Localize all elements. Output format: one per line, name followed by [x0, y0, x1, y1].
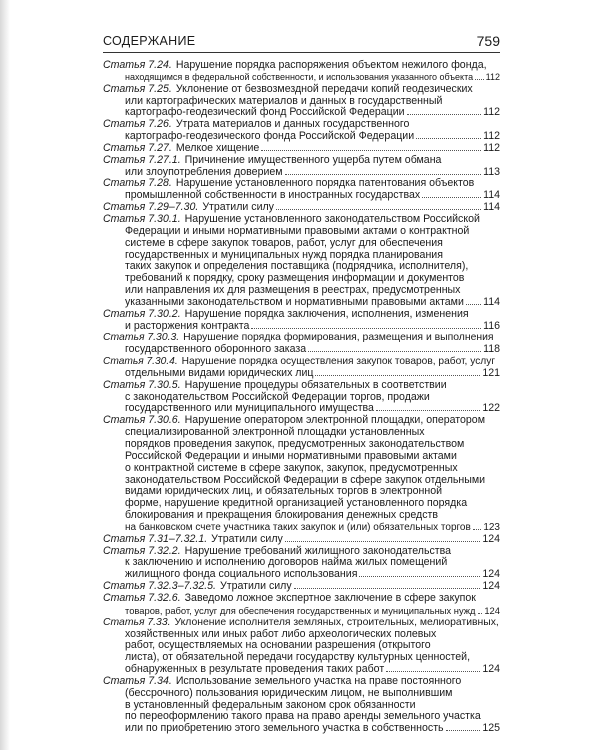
entry-title-text: системе в сфере закупок товаров, работ, услуг для обеспечения — [125, 236, 443, 249]
entry-page-number: 114 — [483, 201, 500, 214]
toc-entry-line — [103, 238, 500, 250]
header-title: СОДЕРЖАНИЕ — [103, 34, 196, 48]
entry-title-text: Утратили силу — [211, 532, 283, 545]
entry-page-number: 122 — [482, 402, 500, 415]
entry-title-text: о контрактной системе в сфере закупок, закупок, предусмотренных — [125, 461, 458, 474]
dot-leader — [416, 138, 481, 139]
toc-entry-line — [103, 688, 500, 700]
dot-leader — [294, 588, 481, 589]
dot-leader — [475, 79, 484, 80]
entry-page-number: 116 — [483, 319, 500, 332]
toc-entry-line — [103, 593, 500, 605]
page-edge-shadow — [0, 0, 10, 750]
toc-entry-line — [103, 368, 500, 380]
toc-entry[interactable] — [103, 593, 500, 617]
entry-page-number: 124 — [482, 580, 500, 593]
toc-entry[interactable] — [103, 155, 500, 179]
entry-page-number: 112 — [483, 106, 500, 119]
article-number: Статья 7.31–7.32.1. — [103, 532, 208, 545]
dot-leader — [285, 174, 482, 175]
entry-title-text: Использование земельного участка на праве постоянного — [175, 674, 462, 687]
entry-page-number: 118 — [483, 343, 500, 356]
entry-title-text: указанными законодательством и нормативными правовыми актами — [125, 295, 464, 308]
entry-title-text: государственного оборонного заказа — [125, 343, 307, 356]
entry-title-text: работ, осуществляемых на основании разрешения (открытого — [125, 639, 431, 652]
entry-title-text: таких закупок и определения поставщика (подрядчика, исполнителя), — [125, 260, 469, 273]
entry-title-text: Нарушение порядка формирования, размещения и выполнения — [183, 332, 494, 344]
dot-leader — [422, 197, 481, 198]
toc-entry-line — [103, 380, 500, 392]
entry-title-text: Российской Федерации и иными нормативными правовыми актами — [125, 449, 457, 462]
entry-title-text: (бессрочного) пользования юридическим лицом, не выполнившим — [125, 686, 453, 699]
toc-entry[interactable] — [103, 380, 500, 416]
toc-entry[interactable] — [103, 617, 500, 676]
entry-page-number: 114 — [483, 295, 500, 308]
entry-title-text: находящимся в федеральной собственности, и использования указанного объекта — [125, 71, 474, 82]
entry-title-text: Мелкое хищение — [175, 141, 260, 154]
article-number: Статья 7.28. — [103, 177, 172, 190]
article-number: Статья 7.33. — [103, 616, 171, 628]
dot-leader — [478, 613, 483, 614]
entry-title-text: Нарушение порядка заключения, исполнения, изменения — [184, 307, 469, 320]
toc-entry-line — [103, 143, 500, 155]
entry-title-text: Нарушение оператором электронной площадки, оператором — [184, 414, 485, 427]
toc-entry[interactable] — [103, 546, 500, 582]
entry-title-text: в установленный федеральным законом срок обязанности — [125, 698, 416, 711]
article-number: Статья 7.30.3. — [103, 332, 180, 344]
entry-page-number: 124 — [482, 663, 500, 676]
article-number: Статья 7.30.1. — [103, 212, 181, 225]
toc-entry[interactable] — [103, 534, 500, 546]
toc-entry-line — [103, 321, 500, 333]
entry-title-text: обнаруженных в результате проведения таких работ — [125, 663, 385, 676]
entry-title-text: Утратили силу — [202, 201, 274, 214]
entry-title-text: Нарушение процедуры обязательных в соответствии — [184, 378, 447, 391]
article-number: Статья 7.32.2. — [103, 544, 181, 557]
page-number: 759 — [476, 33, 500, 49]
article-number: Статья 7.30.5. — [103, 378, 181, 391]
dot-leader — [473, 529, 482, 530]
article-number: Статья 7.27. — [103, 141, 172, 154]
dot-leader — [308, 351, 481, 352]
entry-title-text: порядков проведения закупок, предусмотренных законодательством — [125, 438, 465, 450]
entry-page-number: 112 — [483, 130, 500, 143]
toc-entry-line — [103, 297, 500, 309]
toc-entry-line — [103, 534, 500, 546]
dot-leader — [261, 150, 481, 151]
toc-entry[interactable] — [103, 309, 500, 333]
entry-title-text: или картографических материалов и данных в государственный — [125, 94, 443, 107]
toc-entry-line — [103, 522, 500, 534]
entry-title-text: государственных и муниципальных нужд порядка планирования — [125, 248, 443, 261]
table-of-contents — [103, 60, 500, 735]
dot-leader — [359, 576, 480, 577]
entry-title-text: на банковском счете участника таких закупок и (или) обязательных торгов — [125, 521, 471, 533]
entry-title-text: промышленной собственности в иностранных государствах — [125, 189, 421, 202]
entry-title-text: блокирования и прекращения блокирования денежных средств — [125, 509, 438, 522]
dot-leader — [376, 410, 480, 411]
entry-title-text: картографо-геодезического фонда Российской Федерации — [125, 130, 415, 143]
entry-page-number: 114 — [483, 189, 500, 202]
dot-leader — [407, 114, 482, 115]
article-number: Статья 7.25. — [103, 82, 172, 95]
entry-title-text: специализированной электронной площадки установленных — [125, 426, 425, 439]
article-number: Статья 7.32.3–7.32.5. — [103, 580, 216, 593]
toc-entry-line — [103, 617, 500, 629]
toc-entry-line — [103, 676, 500, 688]
entry-title-text: по переоформлению такого права на право аренды земельного участка — [125, 710, 481, 723]
entry-title-text: Нарушение установленного порядка патентования объектов — [175, 177, 475, 190]
entry-page-number: 112 — [485, 71, 500, 82]
entry-title-text: к заключению и исполнению договоров найма жилых помещений — [125, 556, 448, 569]
entry-page-number: 125 — [482, 722, 500, 735]
entry-title-text: Нарушение порядка осуществления закупок товаров, работ, услуг — [181, 356, 496, 368]
dot-leader — [251, 328, 481, 329]
toc-entry-line — [103, 60, 500, 72]
article-number: Статья 7.29–7.30. — [103, 201, 199, 214]
toc-entry-line — [103, 344, 500, 356]
entry-title-text: картографо-геодезический фонд Российской Федерации — [125, 106, 405, 119]
entry-title-text: Нарушение установленного законодательством Российской — [184, 212, 480, 225]
entry-title-text: жилищного фонда социального использования — [125, 568, 358, 581]
entry-title-text: хозяйственных или иных работ либо археологических полевых — [125, 627, 437, 640]
entry-page-number: 124 — [482, 532, 500, 545]
entry-title-text: товаров, работ, услуг для обеспечения государственных и муниципальных нужд — [125, 604, 476, 616]
toc-entry-line — [103, 510, 500, 522]
toc-entry-line — [103, 463, 500, 475]
toc-entry[interactable] — [103, 332, 500, 356]
entry-title-text: форме, нарушение кредитной организацией установленного порядка — [125, 497, 468, 510]
toc-entry[interactable] — [103, 84, 500, 120]
toc-entry[interactable] — [103, 119, 500, 143]
article-number: Статья 7.34. — [103, 674, 172, 687]
toc-entry[interactable] — [103, 214, 500, 309]
entry-title-text: листа), от обязательной передачи государству культурных ценностей, — [125, 651, 471, 664]
entry-title-text: Федерации и иными нормативными правовыми актами о контрактной — [125, 224, 470, 237]
running-header — [103, 28, 500, 53]
toc-entry[interactable] — [103, 143, 500, 155]
entry-title-text: или злоупотребления доверием — [125, 165, 283, 178]
entry-title-text: или направления их для размещения в реестрах, предусмотренных — [125, 284, 461, 297]
entry-page-number: 121 — [482, 366, 500, 379]
toc-entry[interactable] — [103, 415, 500, 533]
entry-title-text: законодательством Российской Федерации в сфере закупок отдельными — [125, 473, 486, 486]
entry-title-text: Уклонение от безвозмездной передачи копий геодезических — [175, 82, 473, 95]
toc-entry[interactable] — [103, 178, 500, 202]
toc-entry-line — [103, 72, 500, 84]
entry-title-text: или по приобретению этого земельного участка в собственность — [125, 722, 444, 735]
entry-page-number: 124 — [484, 604, 500, 616]
entry-title-text: требований к порядку, сроку размещения информации и документов — [125, 272, 465, 285]
article-number: Статья 7.27.1. — [103, 153, 181, 166]
entry-page-number: 112 — [483, 141, 500, 154]
article-number: Статья 7.26. — [103, 118, 172, 131]
entry-title-text: Утратили силу — [220, 580, 292, 593]
dot-leader — [386, 671, 480, 672]
entry-title-text: Нарушение порядка распоряжения объектом нежилого фонда, — [175, 59, 487, 71]
toc-entry-line — [103, 451, 500, 463]
entry-title-text: и расторжения контракта — [125, 319, 250, 332]
article-number: Статья 7.24. — [103, 59, 172, 71]
entry-title-text: Утрата материалов и данных государственного — [175, 118, 410, 131]
toc-entry[interactable] — [103, 356, 500, 380]
dot-leader — [285, 541, 481, 542]
toc-entry[interactable] — [103, 676, 500, 735]
toc-entry[interactable] — [103, 60, 500, 84]
entry-page-number: 124 — [482, 568, 500, 581]
dot-leader — [276, 209, 481, 210]
article-number: Статья 7.30.2. — [103, 307, 181, 320]
entry-page-number: 123 — [483, 521, 500, 533]
entry-title-text: Заведомо ложное экспертное заключение в сфере закупок — [184, 591, 476, 604]
entry-title-text: государственного или муниципального имущества — [125, 402, 374, 415]
entry-title-text: видами юридических лиц, и обязательных торгов в электронной — [125, 485, 443, 498]
article-number: Статья 7.30.4. — [103, 356, 178, 368]
entry-title-text: с законодательством Российской Федерации торгов, продажи — [125, 390, 430, 403]
toc-entry-line — [103, 605, 500, 617]
article-number: Статья 7.32.6. — [103, 591, 181, 604]
dot-leader — [466, 304, 481, 305]
entry-title-text: Нарушение требований жилищного законодательства — [184, 544, 452, 557]
entry-title-text: Уклонение исполнителя земляных, строительных, мелиоративных, — [174, 616, 499, 628]
entry-title-text: Причинение имущественного ущерба путем обмана — [184, 153, 442, 166]
toc-entry-line — [103, 84, 500, 96]
dot-leader — [315, 375, 480, 376]
toc-entry-line — [103, 226, 500, 238]
toc-entry-line — [103, 309, 500, 321]
article-number: Статья 7.30.6. — [103, 414, 181, 427]
entry-title-text: отдельными видами юридических лиц — [125, 366, 314, 379]
toc-entry-line — [103, 155, 500, 167]
dot-leader — [446, 730, 481, 731]
entry-page-number: 113 — [483, 165, 500, 178]
toc-entry-line — [103, 723, 500, 735]
